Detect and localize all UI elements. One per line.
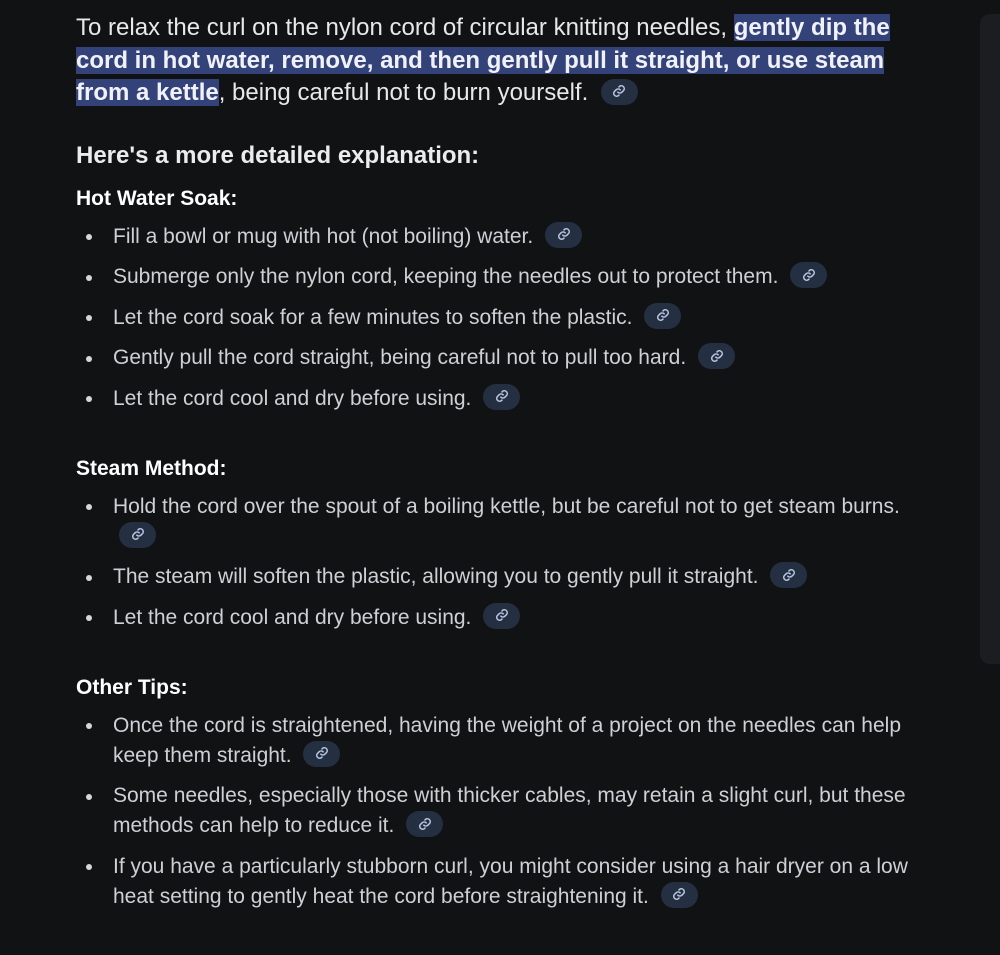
response-content xyxy=(76,12,926,922)
list-item: Let the cord cool and dry before using. xyxy=(76,384,926,414)
list-item: Fill a bowl or mug with hot (not boiling) water. xyxy=(76,222,926,252)
link-icon xyxy=(802,268,816,282)
tips-list xyxy=(76,711,926,912)
list-item: Let the cord cool and dry before using. xyxy=(76,603,926,633)
source-link-chip[interactable] xyxy=(119,522,156,548)
link-icon xyxy=(672,887,686,901)
intro-text-prefix: To relax the curl on the nylon cord of circular knitting needles, xyxy=(76,14,734,41)
list-item: Once the cord is straightened, having the weight of a project on the needles can help keep them straight. xyxy=(76,711,926,771)
section-title-hot-water: Hot Water Soak: xyxy=(76,186,238,210)
section-title-tips: Other Tips: xyxy=(76,675,188,699)
steam-list xyxy=(76,492,926,633)
source-link-chip[interactable] xyxy=(770,562,807,588)
list-item: Gently pull the cord straight, being careful not to pull too hard. xyxy=(76,343,926,373)
source-link-chip[interactable] xyxy=(483,603,520,629)
side-panel-edge xyxy=(980,14,1000,664)
source-link-chip[interactable] xyxy=(790,262,827,288)
list-item: Let the cord soak for a few minutes to soften the plastic. xyxy=(76,303,926,333)
source-link-chip[interactable] xyxy=(698,343,735,369)
intro-paragraph xyxy=(76,12,926,110)
list-item: Hold the cord over the spout of a boiling kettle, but be careful not to get steam burns. xyxy=(76,492,926,552)
source-link-chip[interactable] xyxy=(303,741,340,767)
link-icon xyxy=(656,308,670,322)
link-icon xyxy=(612,84,626,98)
link-icon xyxy=(418,817,432,831)
source-link-chip[interactable] xyxy=(545,222,582,248)
link-icon xyxy=(495,389,509,403)
intro-highlighted-text[interactable]: gently dip the cord in hot water, remove, and then gently pull it straight, or use steam from a kettle xyxy=(76,14,890,106)
list-item: The steam will soften the plastic, allowing you to gently pull it straight. xyxy=(76,562,926,592)
link-icon xyxy=(495,608,509,622)
explanation-heading: Here's a more detailed explanation: xyxy=(76,141,480,169)
link-icon xyxy=(131,527,145,541)
link-icon xyxy=(710,349,724,363)
source-link-chip[interactable] xyxy=(644,303,681,329)
intro-text-suffix: , being careful not to burn yourself. xyxy=(218,79,589,106)
source-link-chip[interactable] xyxy=(483,384,520,410)
source-link-chip[interactable] xyxy=(661,882,698,908)
list-item: Submerge only the nylon cord, keeping the needles out to protect them. xyxy=(76,262,926,292)
hot-water-list xyxy=(76,222,926,414)
link-icon xyxy=(782,568,796,582)
link-icon xyxy=(315,746,329,760)
section-title-steam: Steam Method: xyxy=(76,456,227,480)
list-item: Some needles, especially those with thicker cables, may retain a slight curl, but these methods can help to reduce it. xyxy=(76,781,926,841)
source-link-chip[interactable] xyxy=(406,811,443,837)
list-item: If you have a particularly stubborn curl, you might consider using a hair dryer on a low heat setting to gently heat the cord before straightening it. xyxy=(76,852,926,912)
source-link-chip[interactable] xyxy=(601,79,638,105)
link-icon xyxy=(557,227,571,241)
